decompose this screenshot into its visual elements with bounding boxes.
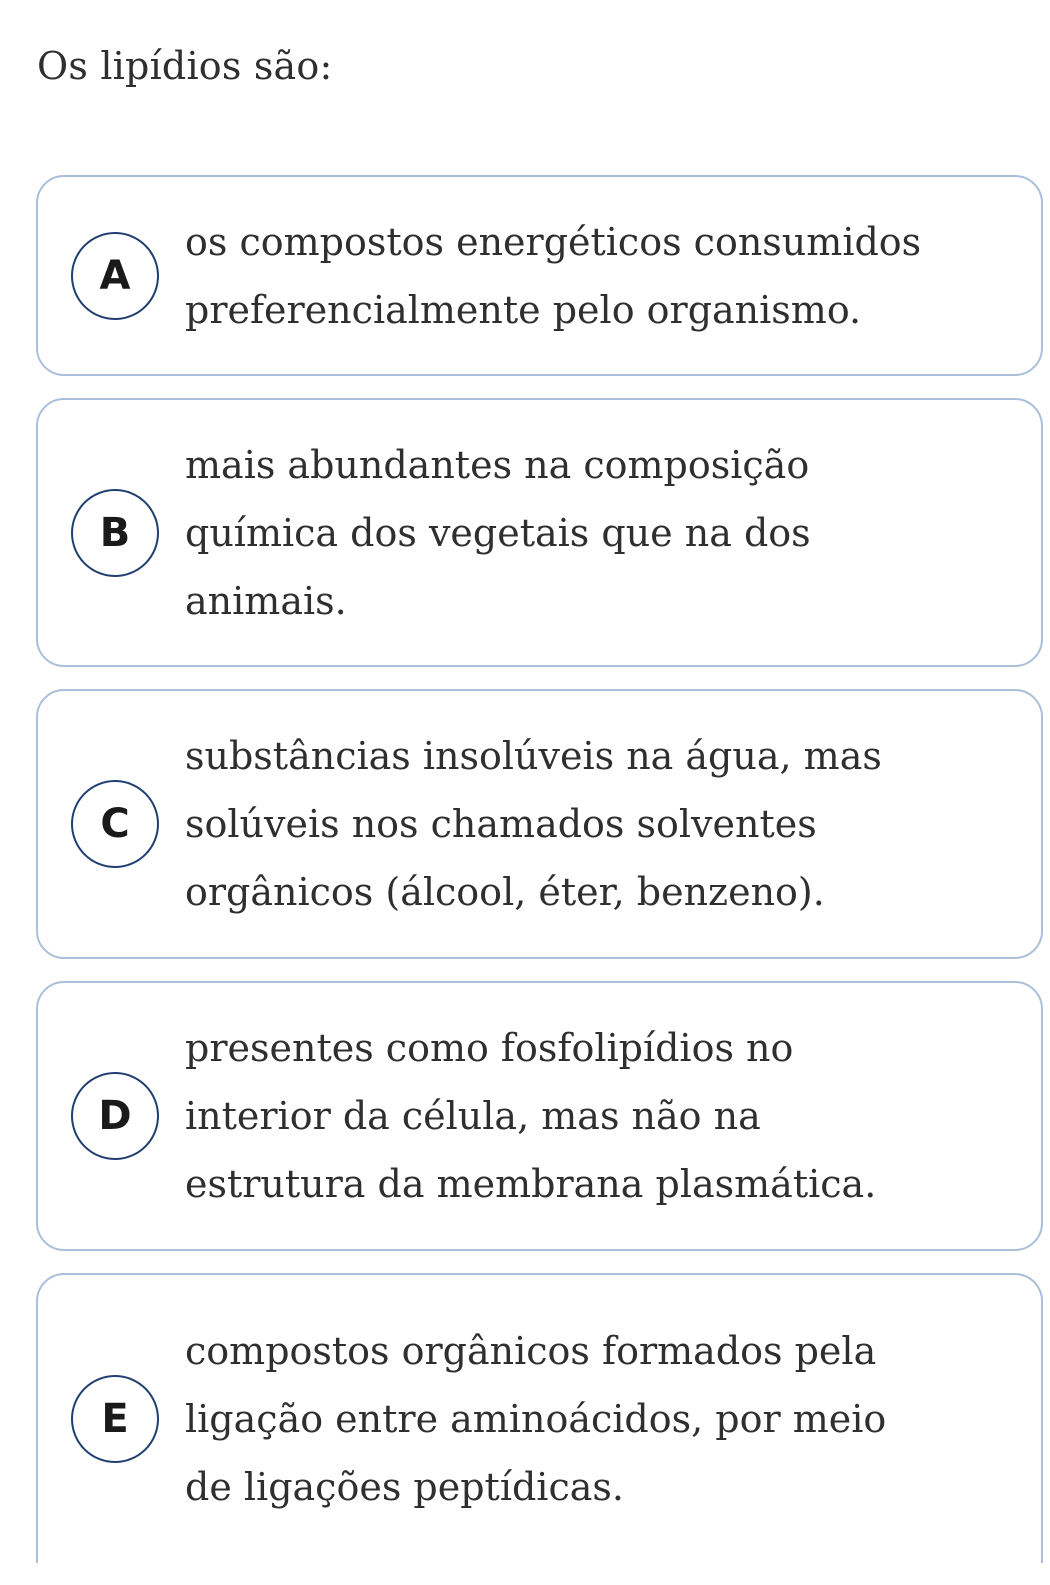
option-e[interactable] xyxy=(36,1273,1043,1563)
option-a-text: os compostos energéticos consumidos preferencialmente pelo organismo. xyxy=(185,219,922,332)
option-c-text: substâncias insolúveis na água, mas solúveis nos chamados solventes orgânicos (álcool, éter, benzeno). xyxy=(185,734,882,914)
answer-options xyxy=(36,175,1043,1585)
option-e-text: compostos orgânicos formados pela ligação entre aminoácidos, por meio de ligações peptídicas. xyxy=(185,1329,887,1509)
option-a[interactable] xyxy=(36,175,1043,376)
option-d-text: presentes como fosfolipídios no interior da célula, mas não na estrutura da membrana plasmática. xyxy=(185,1026,877,1206)
option-b[interactable] xyxy=(36,398,1043,667)
option-b-letter: B xyxy=(71,489,159,577)
option-c-letter: C xyxy=(71,780,159,868)
option-d[interactable] xyxy=(36,981,1043,1251)
option-a-letter: A xyxy=(71,232,159,320)
option-e-letter: E xyxy=(71,1375,159,1463)
option-c[interactable] xyxy=(36,689,1043,959)
option-d-letter: D xyxy=(71,1072,159,1160)
option-b-text: mais abundantes na composição química dos vegetais que na dos animais. xyxy=(185,442,811,623)
question-text: Os lipídios são: xyxy=(37,44,333,88)
